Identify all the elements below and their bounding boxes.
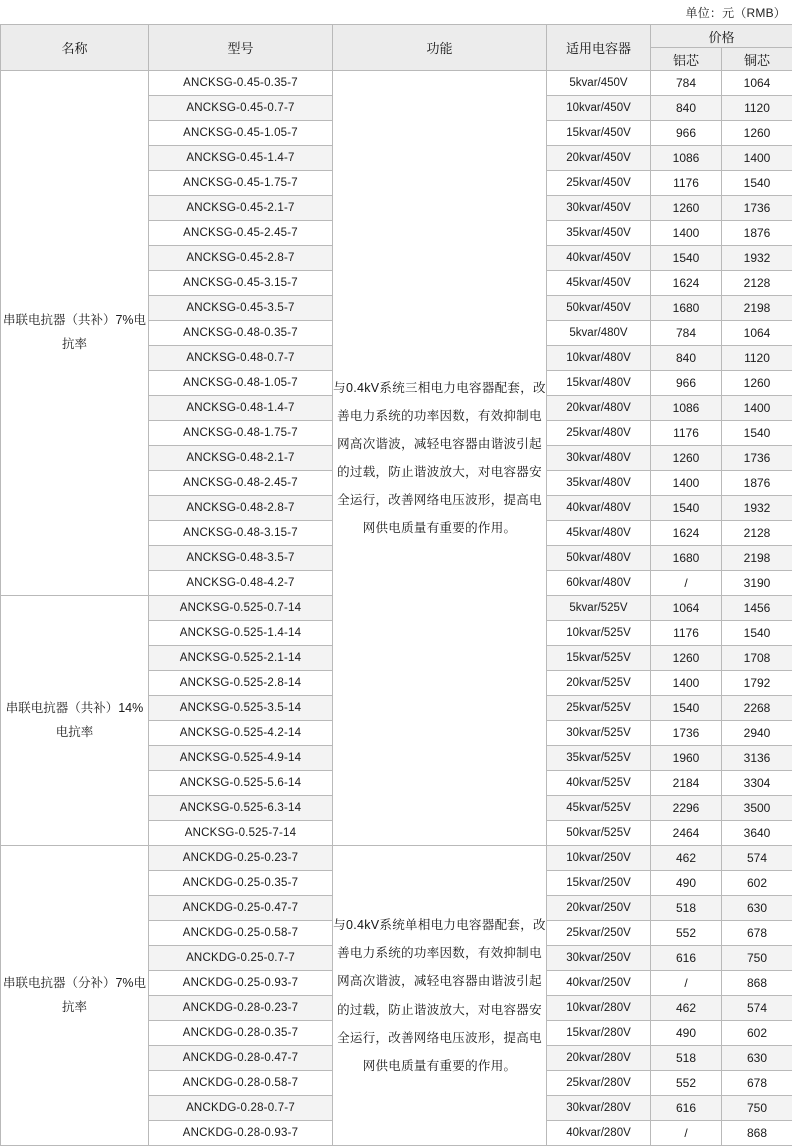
aluminum-price-cell: 966 (651, 121, 722, 146)
capacitor-cell: 30kvar/280V (547, 1096, 651, 1121)
aluminum-price-cell: 1064 (651, 596, 722, 621)
group-name-cell: 串联电抗器（共补）14%电抗率 (1, 596, 149, 846)
capacitor-cell: 15kvar/480V (547, 371, 651, 396)
copper-price-cell: 868 (722, 971, 792, 996)
capacitor-cell: 50kvar/525V (547, 821, 651, 846)
aluminum-price-cell: 1680 (651, 296, 722, 321)
capacitor-cell: 25kvar/525V (547, 696, 651, 721)
aluminum-price-cell: 1960 (651, 746, 722, 771)
aluminum-price-cell: / (651, 571, 722, 596)
aluminum-price-cell: 616 (651, 1096, 722, 1121)
model-cell: ANCKSG-0.48-1.05-7 (149, 371, 333, 396)
model-cell: ANCKSG-0.45-1.4-7 (149, 146, 333, 171)
aluminum-price-cell: 616 (651, 946, 722, 971)
header-aluminum: 铝芯 (651, 48, 722, 71)
aluminum-price-cell: 518 (651, 1046, 722, 1071)
aluminum-price-cell: 1680 (651, 546, 722, 571)
capacitor-cell: 45kvar/450V (547, 271, 651, 296)
aluminum-price-cell: 2184 (651, 771, 722, 796)
model-cell: ANCKSG-0.48-0.35-7 (149, 321, 333, 346)
copper-price-cell: 1932 (722, 496, 792, 521)
copper-price-cell: 1540 (722, 621, 792, 646)
model-cell: ANCKDG-0.28-0.93-7 (149, 1121, 333, 1146)
capacitor-cell: 40kvar/250V (547, 971, 651, 996)
copper-price-cell: 1792 (722, 671, 792, 696)
aluminum-price-cell: 1400 (651, 221, 722, 246)
aluminum-price-cell: 462 (651, 996, 722, 1021)
model-cell: ANCKDG-0.25-0.93-7 (149, 971, 333, 996)
model-cell: ANCKDG-0.28-0.35-7 (149, 1021, 333, 1046)
capacitor-cell: 15kvar/250V (547, 871, 651, 896)
copper-price-cell: 602 (722, 871, 792, 896)
aluminum-price-cell: 840 (651, 346, 722, 371)
aluminum-price-cell: 1400 (651, 671, 722, 696)
model-cell: ANCKSG-0.45-2.8-7 (149, 246, 333, 271)
copper-price-cell: 678 (722, 1071, 792, 1096)
copper-price-cell: 1400 (722, 396, 792, 421)
function-cell: 与0.4kV系统单相电力电容器配套，改善电力系统的功率因数，有效抑制电网高次谐波，减轻电容器由谐波引起的过载，防止谐波放大，对电容器安全运行，改善网络电压波形，提高电网供电质量有重要的作用。 (333, 846, 547, 1146)
model-cell: ANCKSG-0.45-3.5-7 (149, 296, 333, 321)
model-cell: ANCKSG-0.45-1.05-7 (149, 121, 333, 146)
capacitor-cell: 20kvar/525V (547, 671, 651, 696)
model-cell: ANCKSG-0.48-3.5-7 (149, 546, 333, 571)
aluminum-price-cell: 840 (651, 96, 722, 121)
copper-price-cell: 2128 (722, 271, 792, 296)
capacitor-cell: 5kvar/450V (547, 71, 651, 96)
copper-price-cell: 1540 (722, 421, 792, 446)
aluminum-price-cell: 1540 (651, 496, 722, 521)
aluminum-price-cell: 2464 (651, 821, 722, 846)
capacitor-cell: 50kvar/450V (547, 296, 651, 321)
copper-price-cell: 3136 (722, 746, 792, 771)
model-cell: ANCKSG-0.525-4.9-14 (149, 746, 333, 771)
capacitor-cell: 20kvar/250V (547, 896, 651, 921)
copper-price-cell: 1736 (722, 196, 792, 221)
model-cell: ANCKDG-0.25-0.7-7 (149, 946, 333, 971)
model-cell: ANCKSG-0.48-2.8-7 (149, 496, 333, 521)
model-cell: ANCKSG-0.525-0.7-14 (149, 596, 333, 621)
model-cell: ANCKSG-0.525-2.1-14 (149, 646, 333, 671)
copper-price-cell: 2198 (722, 546, 792, 571)
copper-price-cell: 1456 (722, 596, 792, 621)
capacitor-cell: 25kvar/480V (547, 421, 651, 446)
aluminum-price-cell: 518 (651, 896, 722, 921)
aluminum-price-cell: 784 (651, 321, 722, 346)
capacitor-cell: 60kvar/480V (547, 571, 651, 596)
copper-price-cell: 630 (722, 896, 792, 921)
aluminum-price-cell: 490 (651, 1021, 722, 1046)
header-function: 功能 (333, 25, 547, 71)
aluminum-price-cell: 1176 (651, 171, 722, 196)
copper-price-cell: 1876 (722, 471, 792, 496)
model-cell: ANCKSG-0.525-2.8-14 (149, 671, 333, 696)
aluminum-price-cell: 1624 (651, 521, 722, 546)
copper-price-cell: 3190 (722, 571, 792, 596)
model-cell: ANCKSG-0.48-1.4-7 (149, 396, 333, 421)
model-cell: ANCKSG-0.48-3.15-7 (149, 521, 333, 546)
model-cell: ANCKDG-0.25-0.35-7 (149, 871, 333, 896)
copper-price-cell: 1064 (722, 321, 792, 346)
function-cell: 与0.4kV系统三相电力电容器配套，改善电力系统的功率因数，有效抑制电网高次谐波，减轻电容器由谐波引起的过载，防止谐波放大，对电容器安全运行，改善网络电压波形，提高电网供电质量有重要的作用。 (333, 71, 547, 846)
copper-price-cell: 750 (722, 1096, 792, 1121)
header-copper: 铜芯 (722, 48, 792, 71)
capacitor-cell: 45kvar/480V (547, 521, 651, 546)
aluminum-price-cell: 784 (651, 71, 722, 96)
aluminum-price-cell: 1260 (651, 646, 722, 671)
copper-price-cell: 3640 (722, 821, 792, 846)
copper-price-cell: 1708 (722, 646, 792, 671)
capacitor-cell: 20kvar/450V (547, 146, 651, 171)
model-cell: ANCKSG-0.45-2.45-7 (149, 221, 333, 246)
model-cell: ANCKDG-0.28-0.7-7 (149, 1096, 333, 1121)
table-row (1, 846, 792, 871)
capacitor-cell: 5kvar/480V (547, 321, 651, 346)
model-cell: ANCKSG-0.48-1.75-7 (149, 421, 333, 446)
copper-price-cell: 1540 (722, 171, 792, 196)
copper-price-cell: 1064 (722, 71, 792, 96)
table-row (1, 71, 792, 96)
copper-price-cell: 868 (722, 1121, 792, 1146)
capacitor-cell: 20kvar/280V (547, 1046, 651, 1071)
aluminum-price-cell: 966 (651, 371, 722, 396)
aluminum-price-cell: 552 (651, 921, 722, 946)
model-cell: ANCKSG-0.48-4.2-7 (149, 571, 333, 596)
model-cell: ANCKDG-0.28-0.23-7 (149, 996, 333, 1021)
copper-price-cell: 3500 (722, 796, 792, 821)
capacitor-cell: 10kvar/480V (547, 346, 651, 371)
copper-price-cell: 602 (722, 1021, 792, 1046)
capacitor-cell: 10kvar/280V (547, 996, 651, 1021)
copper-price-cell: 1932 (722, 246, 792, 271)
copper-price-cell: 1736 (722, 446, 792, 471)
aluminum-price-cell: 552 (651, 1071, 722, 1096)
aluminum-price-cell: 1086 (651, 396, 722, 421)
header-price: 价格 (651, 25, 792, 48)
capacitor-cell: 40kvar/450V (547, 246, 651, 271)
model-cell: ANCKSG-0.45-0.35-7 (149, 71, 333, 96)
copper-price-cell: 2128 (722, 521, 792, 546)
model-cell: ANCKSG-0.525-1.4-14 (149, 621, 333, 646)
aluminum-price-cell: 1086 (651, 146, 722, 171)
capacitor-cell: 35kvar/480V (547, 471, 651, 496)
model-cell: ANCKSG-0.48-2.1-7 (149, 446, 333, 471)
copper-price-cell: 630 (722, 1046, 792, 1071)
capacitor-cell: 35kvar/525V (547, 746, 651, 771)
model-cell: ANCKSG-0.45-0.7-7 (149, 96, 333, 121)
aluminum-price-cell: 1400 (651, 471, 722, 496)
copper-price-cell: 1876 (722, 221, 792, 246)
aluminum-price-cell: 1176 (651, 621, 722, 646)
capacitor-cell: 30kvar/480V (547, 446, 651, 471)
model-cell: ANCKSG-0.45-2.1-7 (149, 196, 333, 221)
copper-price-cell: 3304 (722, 771, 792, 796)
table-header (1, 25, 792, 71)
copper-price-cell: 678 (722, 921, 792, 946)
model-cell: ANCKDG-0.25-0.47-7 (149, 896, 333, 921)
copper-price-cell: 2268 (722, 696, 792, 721)
aluminum-price-cell: 2296 (651, 796, 722, 821)
copper-price-cell: 1260 (722, 371, 792, 396)
unit-note: 单位：元（RMB） (0, 0, 792, 24)
capacitor-cell: 10kvar/450V (547, 96, 651, 121)
aluminum-price-cell: 490 (651, 871, 722, 896)
group-name-cell: 串联电抗器（分补）7%电抗率 (1, 846, 149, 1146)
copper-price-cell: 750 (722, 946, 792, 971)
capacitor-cell: 50kvar/480V (547, 546, 651, 571)
model-cell: ANCKSG-0.525-3.5-14 (149, 696, 333, 721)
copper-price-cell: 1400 (722, 146, 792, 171)
model-cell: ANCKDG-0.25-0.23-7 (149, 846, 333, 871)
model-cell: ANCKSG-0.48-2.45-7 (149, 471, 333, 496)
capacitor-cell: 45kvar/525V (547, 796, 651, 821)
capacitor-cell: 35kvar/450V (547, 221, 651, 246)
model-cell: ANCKSG-0.45-3.15-7 (149, 271, 333, 296)
model-cell: ANCKSG-0.525-7-14 (149, 821, 333, 846)
model-cell: ANCKDG-0.28-0.47-7 (149, 1046, 333, 1071)
copper-price-cell: 1120 (722, 346, 792, 371)
aluminum-price-cell: 1260 (651, 446, 722, 471)
aluminum-price-cell: 1260 (651, 196, 722, 221)
model-cell: ANCKSG-0.525-4.2-14 (149, 721, 333, 746)
reactor-price-table (0, 24, 792, 1146)
header-capacitor: 适用电容器 (547, 25, 651, 71)
capacitor-cell: 30kvar/525V (547, 721, 651, 746)
capacitor-cell: 25kvar/280V (547, 1071, 651, 1096)
copper-price-cell: 1260 (722, 121, 792, 146)
model-cell: ANCKSG-0.45-1.75-7 (149, 171, 333, 196)
copper-price-cell: 2940 (722, 721, 792, 746)
copper-price-cell: 1120 (722, 96, 792, 121)
table-body (1, 71, 792, 1146)
model-cell: ANCKSG-0.525-5.6-14 (149, 771, 333, 796)
group-name-cell: 串联电抗器（共补）7%电抗率 (1, 71, 149, 596)
capacitor-cell: 20kvar/480V (547, 396, 651, 421)
capacitor-cell: 25kvar/450V (547, 171, 651, 196)
capacitor-cell: 15kvar/450V (547, 121, 651, 146)
aluminum-price-cell: 462 (651, 846, 722, 871)
model-cell: ANCKDG-0.25-0.58-7 (149, 921, 333, 946)
capacitor-cell: 10kvar/525V (547, 621, 651, 646)
aluminum-price-cell: 1736 (651, 721, 722, 746)
capacitor-cell: 40kvar/280V (547, 1121, 651, 1146)
capacitor-cell: 15kvar/525V (547, 646, 651, 671)
model-cell: ANCKDG-0.28-0.58-7 (149, 1071, 333, 1096)
aluminum-price-cell: / (651, 1121, 722, 1146)
capacitor-cell: 25kvar/250V (547, 921, 651, 946)
copper-price-cell: 574 (722, 996, 792, 1021)
capacitor-cell: 30kvar/250V (547, 946, 651, 971)
aluminum-price-cell: / (651, 971, 722, 996)
capacitor-cell: 30kvar/450V (547, 196, 651, 221)
capacitor-cell: 10kvar/250V (547, 846, 651, 871)
aluminum-price-cell: 1540 (651, 246, 722, 271)
capacitor-cell: 15kvar/280V (547, 1021, 651, 1046)
copper-price-cell: 2198 (722, 296, 792, 321)
aluminum-price-cell: 1624 (651, 271, 722, 296)
copper-price-cell: 574 (722, 846, 792, 871)
header-model: 型号 (149, 25, 333, 71)
header-name: 名称 (1, 25, 149, 71)
model-cell: ANCKSG-0.48-0.7-7 (149, 346, 333, 371)
model-cell: ANCKSG-0.525-6.3-14 (149, 796, 333, 821)
aluminum-price-cell: 1176 (651, 421, 722, 446)
capacitor-cell: 40kvar/480V (547, 496, 651, 521)
aluminum-price-cell: 1540 (651, 696, 722, 721)
capacitor-cell: 40kvar/525V (547, 771, 651, 796)
capacitor-cell: 5kvar/525V (547, 596, 651, 621)
